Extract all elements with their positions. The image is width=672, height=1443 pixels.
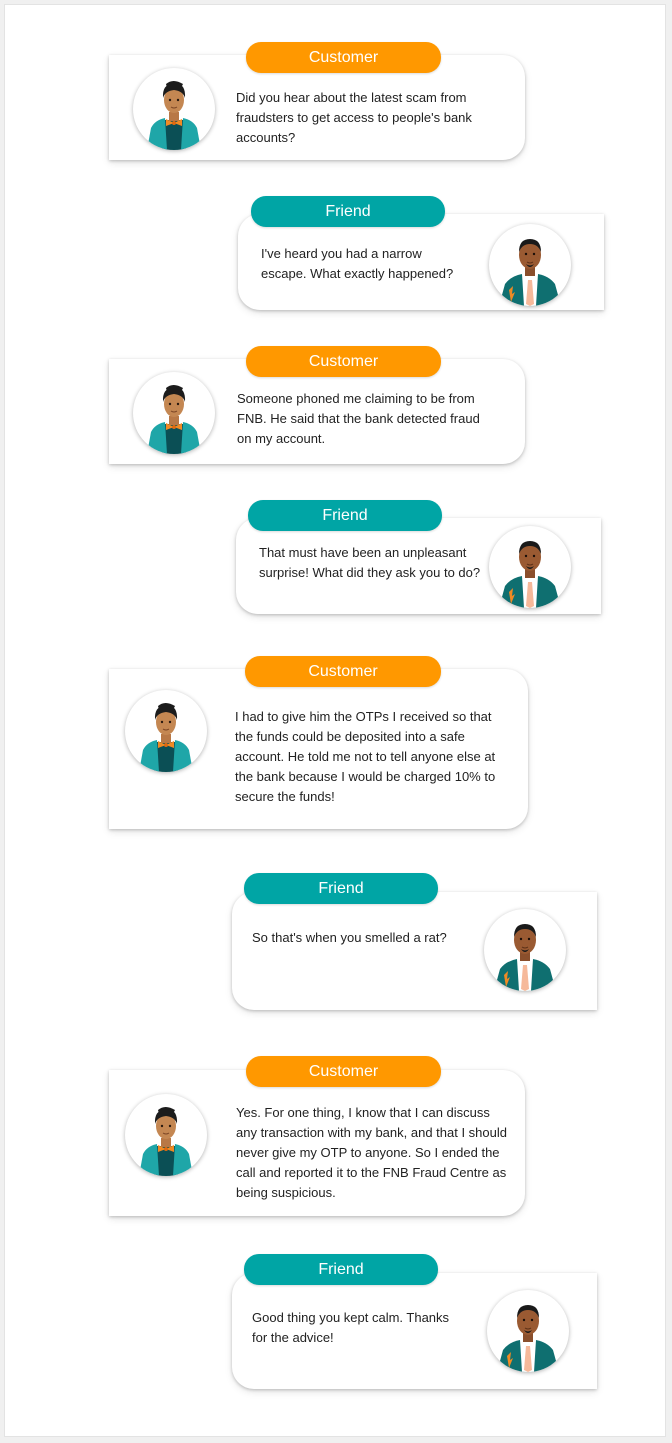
friend-avatar-icon [489, 526, 571, 608]
speaker-label-friend: Friend [248, 500, 442, 531]
customer-avatar-icon [125, 690, 207, 772]
message-text: Someone phoned me claiming to be from FNB. He said that the bank detected fraud on my account. [237, 391, 480, 446]
speaker-label-customer: Customer [246, 346, 441, 377]
customer-avatar-icon [133, 372, 215, 454]
message-text: I've heard you had a narrow escape. What exactly happened? [261, 246, 454, 281]
speaker-label-customer: Customer [246, 1056, 441, 1087]
friend-avatar-icon [487, 1290, 569, 1372]
speaker-label-customer: Customer [246, 42, 441, 73]
friend-avatar-icon [484, 909, 566, 991]
message-text: Yes. For one thing, I know that I can discuss any transaction with my bank, and that I should never give my OTP to anyone. So I ended the call and reported it to the FNB Fraud Centre as being suspicious. [236, 1105, 507, 1200]
customer-avatar-icon [133, 68, 215, 150]
speaker-label-friend: Friend [251, 196, 445, 227]
friend-avatar-icon [489, 224, 571, 306]
message-text: I had to give him the OTPs I received so that the funds could be deposited into a safe account. He told me not to tell anyone else at the bank because I would be charged 10% to secure the funds! [235, 709, 496, 804]
message-text: Did you hear about the latest scam from fraudsters to get access to people's bank accounts? [236, 90, 472, 145]
message-text: That must have been an unpleasant surprise! What did they ask you to do? [259, 545, 481, 580]
speaker-label-friend: Friend [244, 873, 438, 904]
message-text: So that's when you smelled a rat? [252, 930, 447, 945]
speaker-label-customer: Customer [245, 656, 441, 687]
message-text: Good thing you kept calm. Thanks for the advice! [252, 1310, 450, 1345]
speaker-label-friend: Friend [244, 1254, 438, 1285]
customer-avatar-icon [125, 1094, 207, 1176]
